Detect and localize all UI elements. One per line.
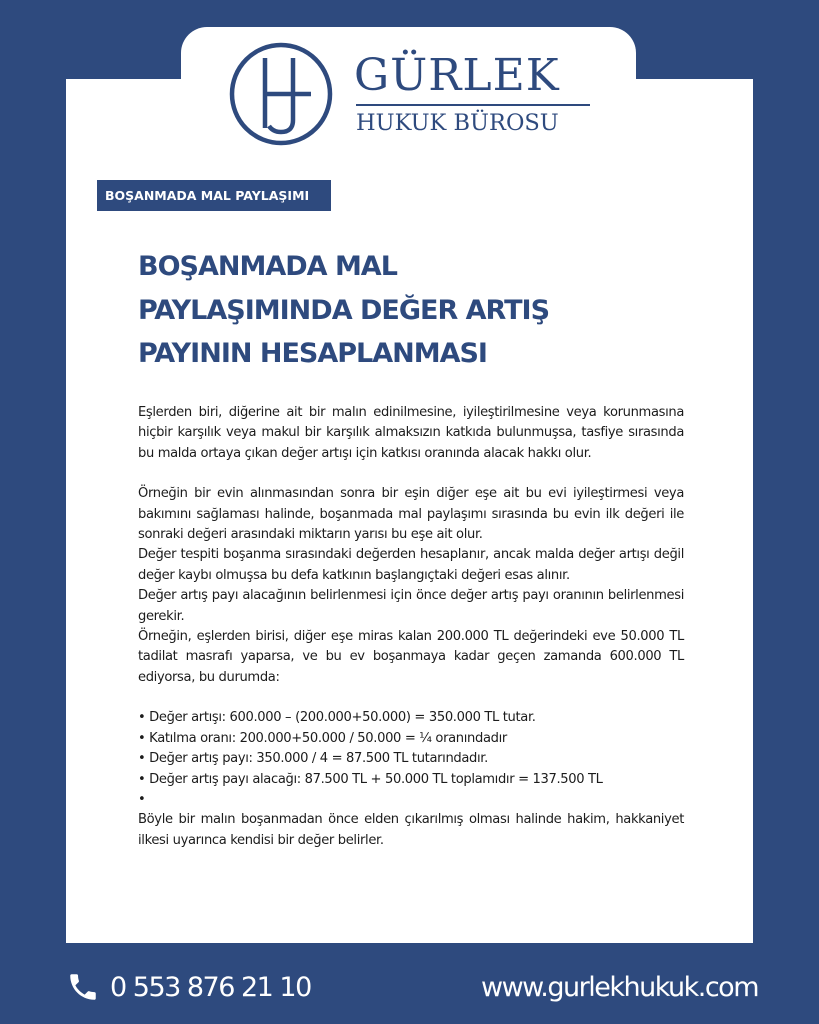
title-line: BOŞANMADA MAL bbox=[138, 251, 397, 282]
brand-divider bbox=[356, 104, 590, 106]
brand-name: GÜRLEK bbox=[354, 50, 560, 101]
paragraph: Örneğin bir evin alınmasından sonra bir eşin diğer eşe ait bu evi iyileştirmesi veya bakımını sağlaması halinde, boşanmada mal paylaşımı sırasında bu evin ilk değeri ile sonraki değeri arasındaki miktarın yarısı bu eşe ait olur. bbox=[138, 486, 684, 543]
bullet-item: • Değer artış payı: 350.000 / 4 = 87.500 TL tutarındadır. bbox=[138, 751, 488, 767]
bullet-item: • Değer artış payı alacağı: 87.500 TL + 50.000 TL toplamıdır = 137.500 TL bbox=[138, 771, 603, 787]
category-tag: BOŞANMADA MAL PAYLAŞIMI bbox=[97, 180, 331, 211]
article-body bbox=[138, 403, 684, 851]
bullet-item: • bbox=[138, 791, 146, 807]
bullet-item: • Katılma oranı: 200.000+50.000 / 50.000 = ¼ oranındadır bbox=[138, 730, 507, 746]
footer-website-link[interactable]: www.gurlekhukuk.com bbox=[481, 972, 758, 1003]
title-line: PAYININ HESAPLANMASI bbox=[138, 338, 487, 369]
paragraph-gap bbox=[138, 688, 684, 708]
gh-monogram-logo bbox=[227, 40, 335, 148]
paragraph: Eşlerden biri, diğerine ait bir malın edinilmesine, iyileştirilmesine veya korunmasına hiçbir karşılık veya makul bir karşılık almaksızın katkıda bulunmuşsa, tasfiye sırasında bu malda ortaya çıkan değer artışı için katkısı oranında alacak hakkı olur. bbox=[138, 405, 684, 461]
page-title bbox=[138, 245, 698, 376]
paragraph: Değer tespiti boşanma sırasındaki değerden hesaplanır, ancak malda değer artışı değil değer kaybı olmuşsa bu defa katkının başlangıçtaki değeri esas alınır. bbox=[138, 547, 684, 583]
phone-handset-icon bbox=[66, 970, 100, 1004]
paragraph-gap bbox=[138, 464, 684, 484]
paragraph: Böyle bir malın boşanmadan önce elden çıkarılmış olması halinde hakim, hakkaniyet ilkesi uyarınca kendisi bir değer belirler. bbox=[138, 812, 684, 848]
footer-phone-number[interactable]: 0 553 876 21 10 bbox=[110, 972, 311, 1003]
title-line: PAYLAŞIMINDA DEĞER ARTIŞ bbox=[138, 294, 550, 326]
paragraph: Değer artış payı alacağının belirlenmesi için önce değer artış payı oranının belirlenmesi gerekir. bbox=[138, 588, 684, 624]
paragraph: Örneğin, eşlerden birisi, diğer eşe miras kalan 200.000 TL değerindeki eve 50.000 TL tadilat masrafı yaparsa, ve bu ev boşanmaya kadar geçen zamanda 600.000 TL ediyorsa, bu durumda: bbox=[138, 629, 684, 685]
bullet-item: • Değer artışı: 600.000 – (200.000+50.000) = 350.000 TL tutar. bbox=[138, 710, 536, 726]
brand-subtitle: HUKUK BÜROSU bbox=[356, 110, 559, 136]
